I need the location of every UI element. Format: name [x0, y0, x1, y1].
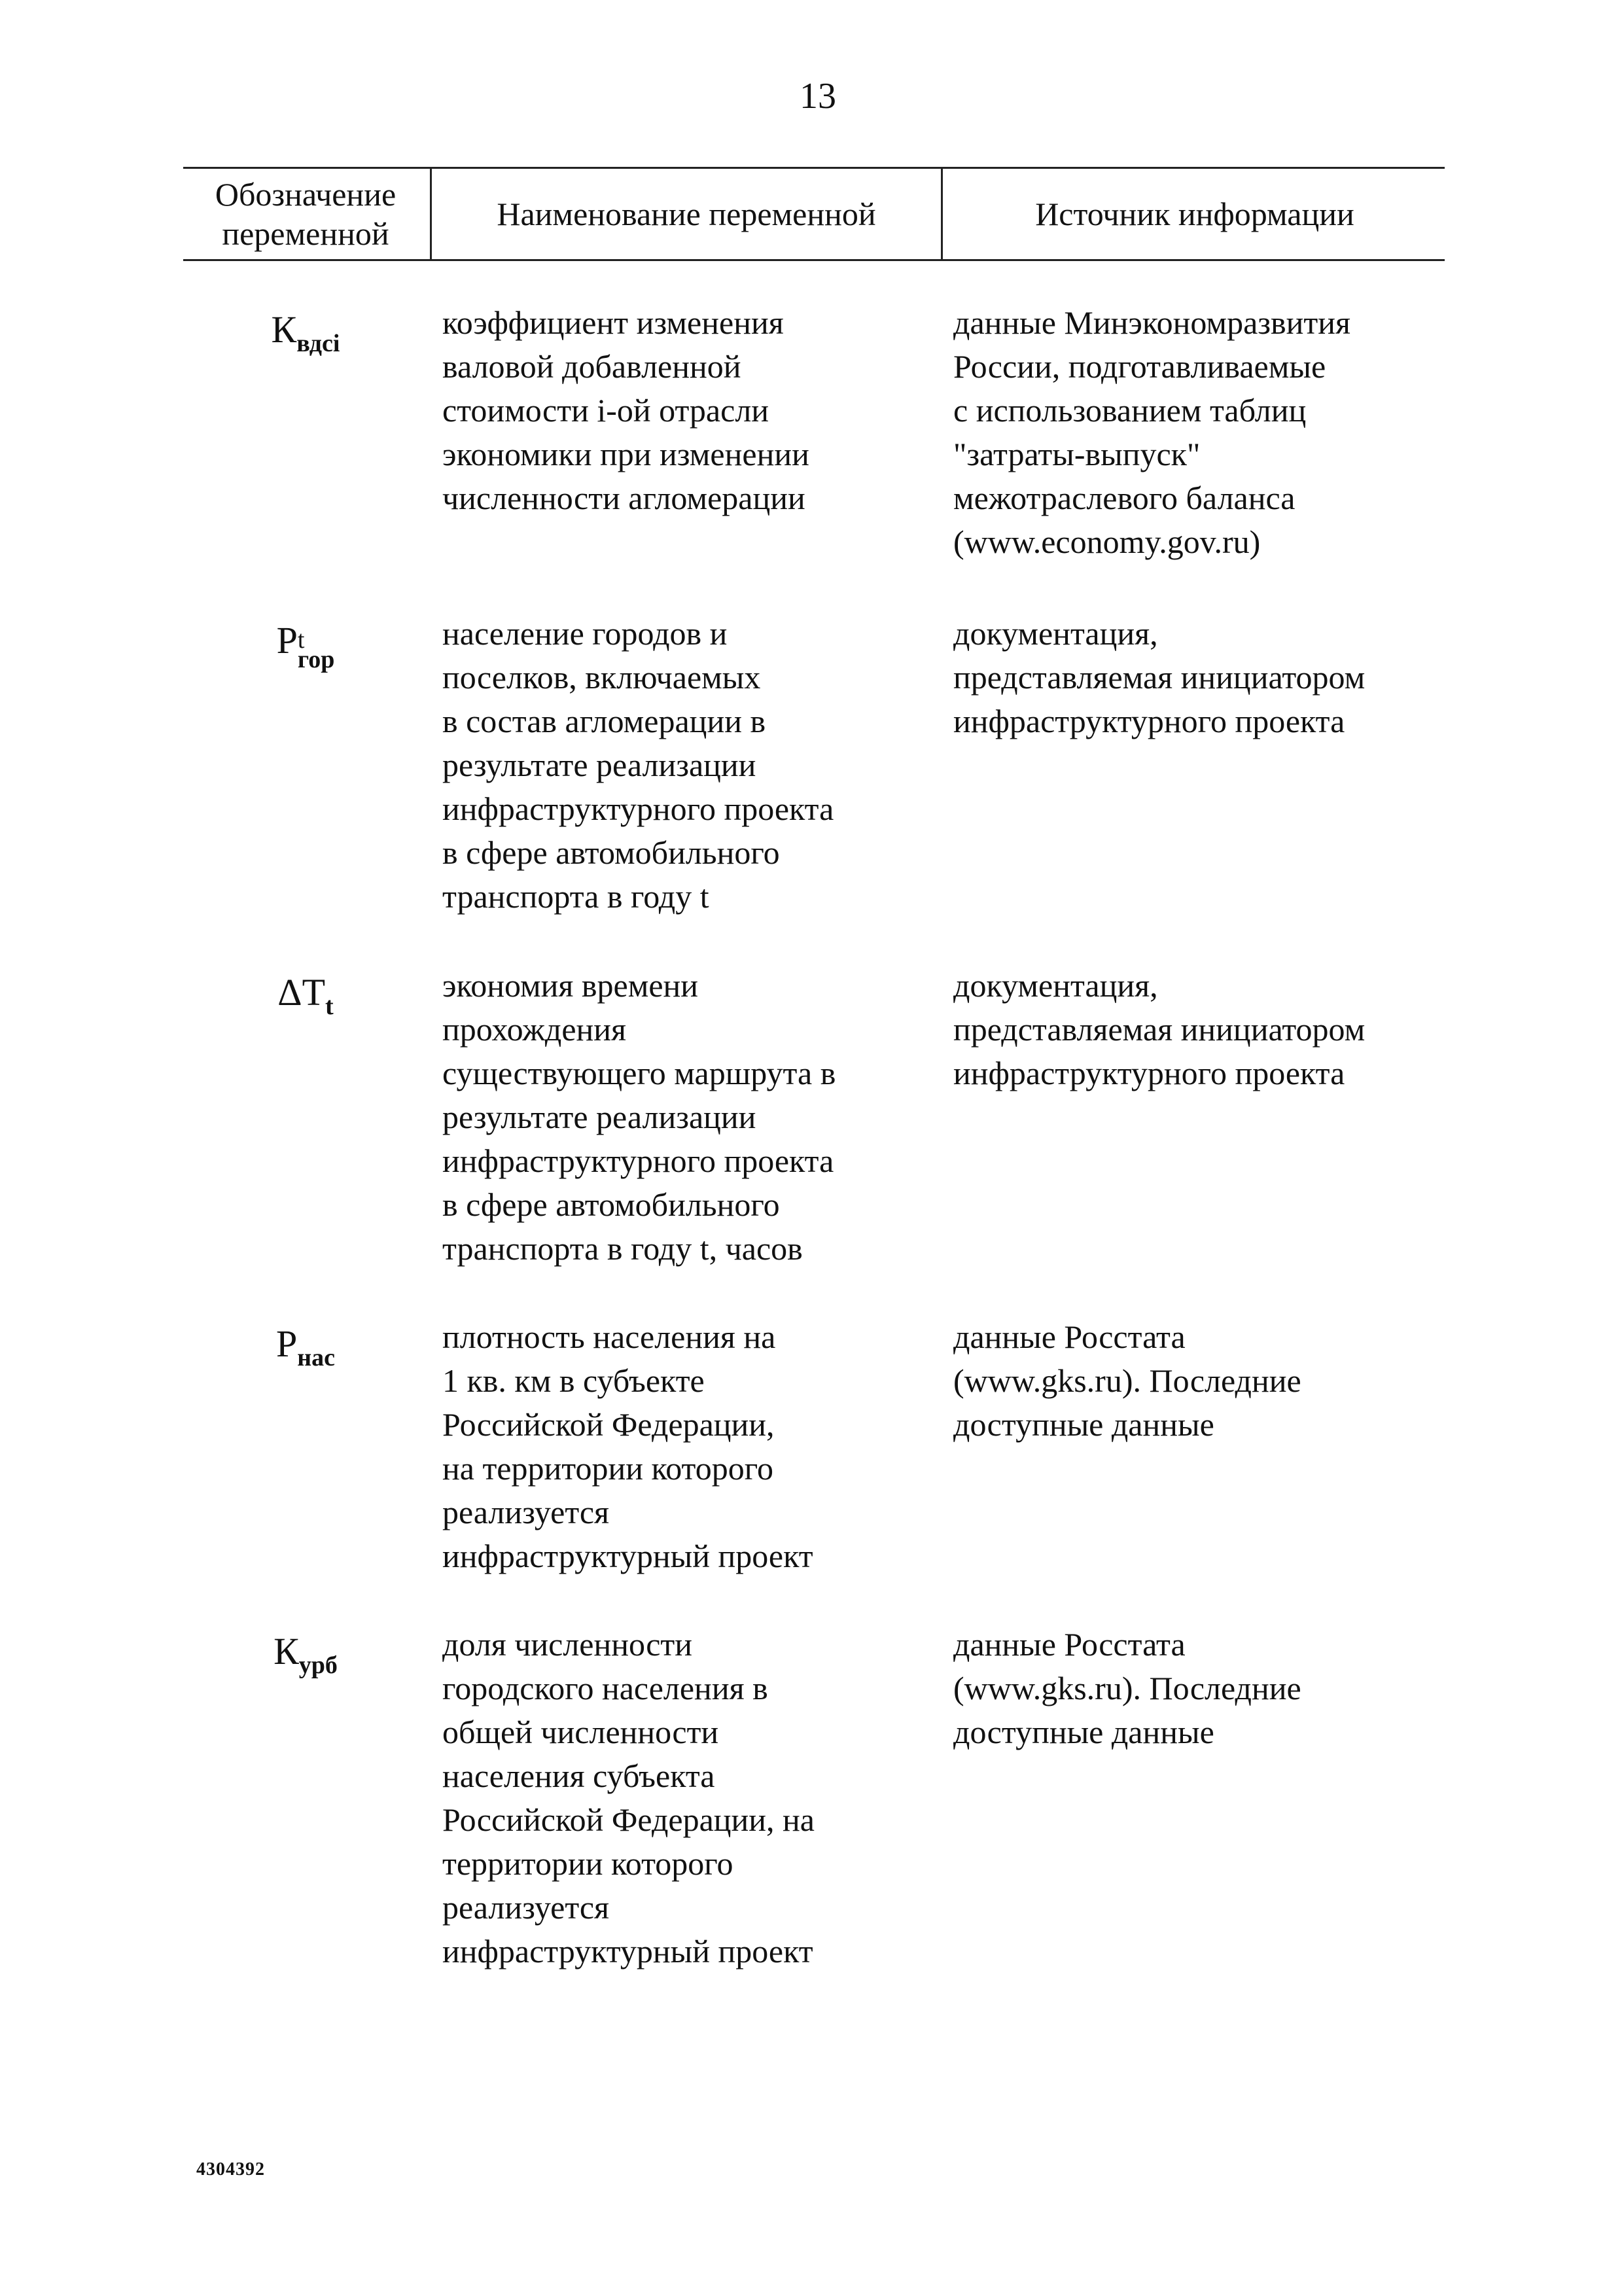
variable-source: документация, представляемая инициатором инфраструктурного проекта [953, 615, 1366, 739]
variable-description: население городов и поселков, включаемых в состав агломерации в результате реализации инфраструктурного проекта в сфере автомобильного транспорта в году t [442, 615, 834, 915]
variable-source: данные Минэкономразвития России, подготавливаемые с использованием таблиц "затраты-выпуск" межотраслевого баланса (www.economy.gov.ru) [953, 304, 1350, 560]
variable-symbol: P t гор [276, 619, 335, 673]
variable-description: доля численности городского населения в общей численности населения субъекта Российской Федерации, на территории которого реализуется инфраструктурный проект [442, 1626, 815, 1969]
variable-description: коэффициент изменения валовой добавленной стоимости i-ой отрасли экономики при изменении численности агломерации [442, 304, 809, 516]
variable-source: документация, представляемая инициатором инфраструктурного проекта [953, 967, 1366, 1091]
header-source: Источник информации [941, 169, 1447, 259]
variable-description: экономия времени прохождения существующего маршрута в результате реализации инфраструктурного проекта в сфере автомобильного транспорта в году t, часов [442, 967, 836, 1267]
variable-source: данные Росстата (www.gks.ru). Последние доступные данные [953, 1626, 1301, 1750]
variable-symbol: $К_{вдсi}$ [271, 308, 340, 357]
header-symbol: Обозначение переменной [215, 176, 397, 252]
variable-symbol: $P_{нас}$ [275, 1322, 336, 1371]
page-number: 13 [800, 76, 836, 116]
variable-symbol: $К_{урб}$ [273, 1630, 338, 1679]
table-header [183, 167, 1445, 261]
document-id: 4304392 [196, 2159, 265, 2180]
variable-description: плотность населения на 1 кв. км в субъекте Российской Федерации, на территории которого реализуется инфраструктурный проект [442, 1318, 813, 1574]
variable-source: данные Росстата (www.gks.ru). Последние доступные данные [953, 1318, 1301, 1443]
header-name: Наименование переменной [430, 169, 941, 259]
variable-symbol: $\Delta T_t$ [277, 971, 334, 1020]
